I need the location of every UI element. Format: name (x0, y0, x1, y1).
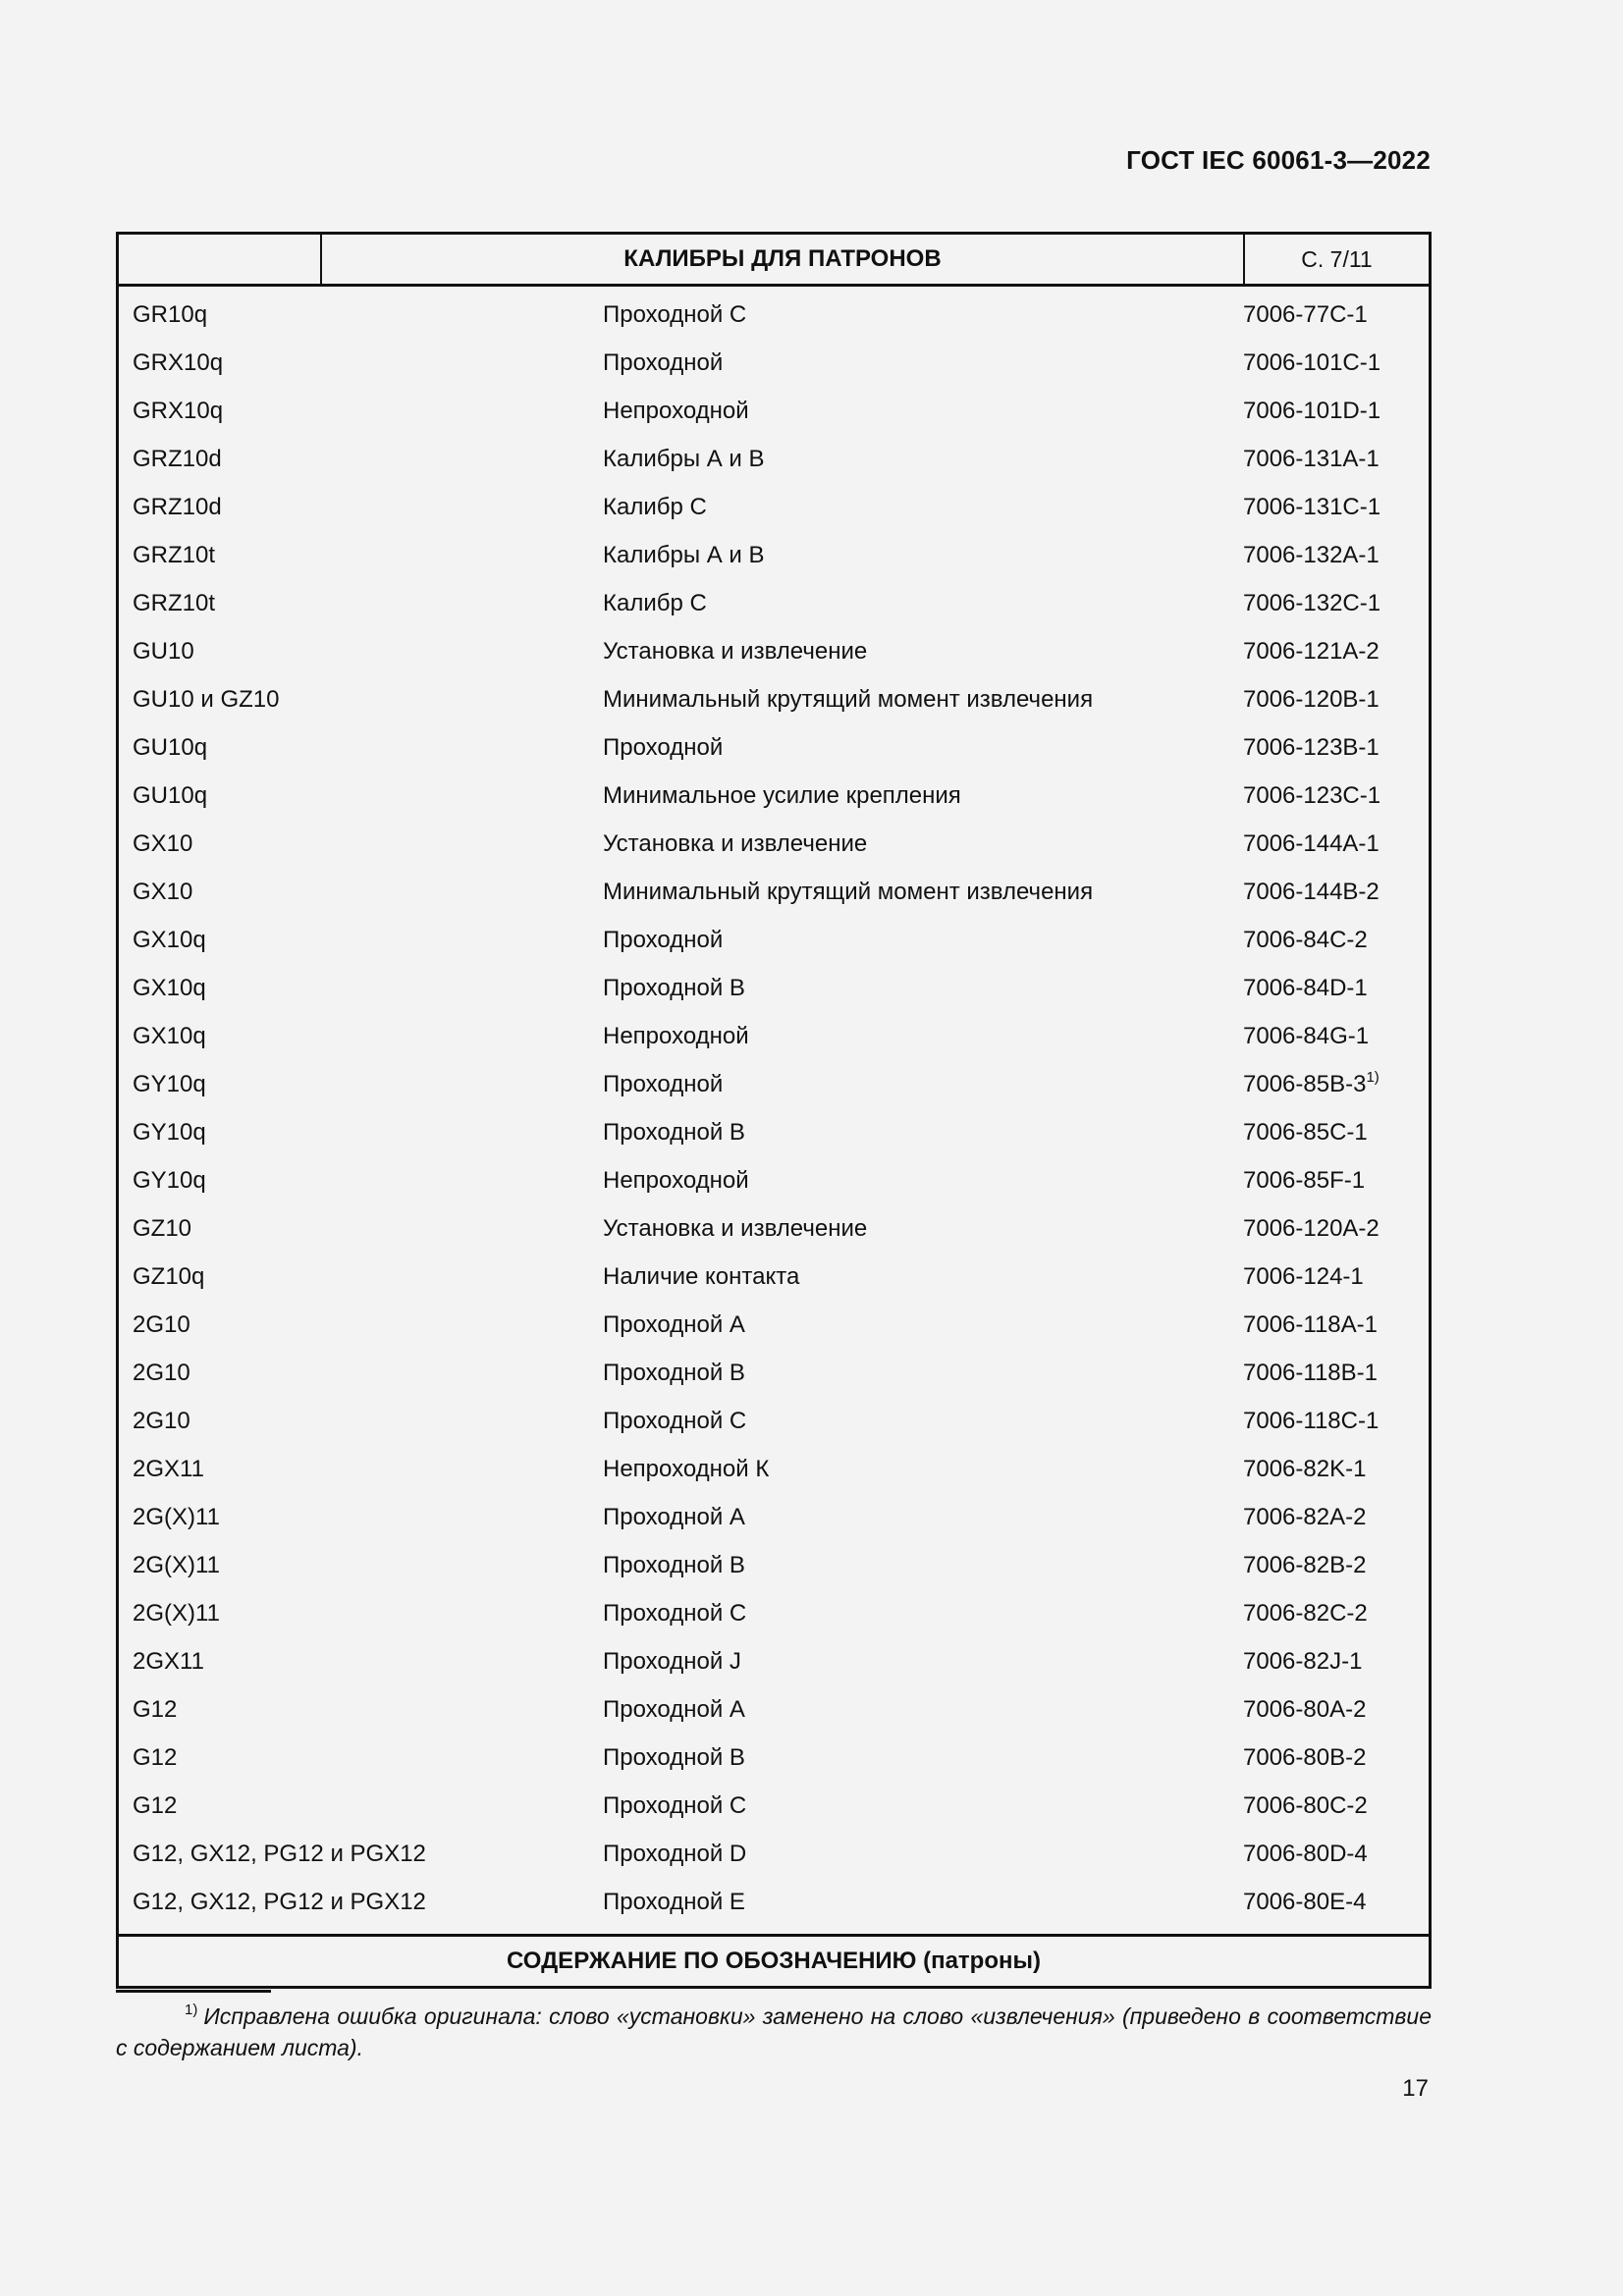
gauge-name-cell: Проходной А (603, 1503, 745, 1530)
cap-designation-cell: 2G10 (133, 1359, 190, 1386)
cap-designation-cell: GX10q (133, 926, 206, 953)
sheet-code-cell (1243, 1215, 1429, 1243)
table-row (119, 1108, 1429, 1156)
table-row (119, 435, 1429, 483)
sheet-code: 7006-131C-1 (1243, 493, 1381, 520)
sheet-code: 7006-118B-1 (1243, 1359, 1378, 1386)
sheet-code-cell (1243, 1408, 1429, 1435)
sheet-code-cell (1243, 1311, 1429, 1339)
sheet-code-cell (1243, 927, 1429, 954)
page-number: 17 (1402, 2075, 1429, 2102)
cap-designation-cell: GX10 (133, 829, 193, 857)
cap-designation-cell: 2GX11 (133, 1455, 204, 1482)
cap-designation-cell: GZ10q (133, 1262, 205, 1290)
gauge-name-cell: Минимальный крутящий момент извлечения (603, 685, 1094, 713)
sheet-code-cell (1243, 1648, 1429, 1676)
sheet-code: 7006-77C-1 (1243, 300, 1368, 328)
table-row (119, 1493, 1429, 1541)
table-row (119, 1589, 1429, 1637)
footnote-reference: 1) (1366, 1068, 1380, 1086)
sheet-code: 7006-85C-1 (1243, 1118, 1368, 1146)
gauge-name-cell: Проходной А (603, 1310, 745, 1338)
sheet-code-cell (1243, 301, 1429, 329)
cap-designation-cell: GRZ10d (133, 493, 222, 520)
sheet-code: 7006-84C-2 (1243, 926, 1368, 953)
table-row (119, 868, 1429, 916)
footnote-text: Исправлена ошибка оригинала: слово «установки» заменено на слово «извлечения» (приведено в соответствие с содержанием листа). (116, 2003, 1432, 2060)
table-row (119, 916, 1429, 964)
cap-designation-cell: 2G10 (133, 1407, 190, 1434)
footnote (116, 2001, 1432, 2063)
cap-designation-cell: GY10q (133, 1070, 206, 1097)
sheet-code-cell (1243, 975, 1429, 1002)
gauges-table (116, 232, 1432, 1989)
cap-designation-cell: 2G(X)11 (133, 1551, 220, 1578)
cap-designation-cell: G12, GX12, PG12 и PGX12 (133, 1888, 426, 1915)
cap-designation-cell: G12 (133, 1743, 178, 1771)
gauge-name-cell: Непроходной (603, 1022, 749, 1049)
gauge-name-cell: Проходной D (603, 1840, 747, 1867)
sheet-code: 7006-80B-2 (1243, 1743, 1367, 1771)
sheet-code-cell (1243, 1841, 1429, 1868)
cap-designation-cell: GZ10 (133, 1214, 192, 1242)
sheet-code: 7006-120A-2 (1243, 1214, 1380, 1242)
gauge-name-cell: Проходной С (603, 1791, 747, 1819)
table-row (119, 387, 1429, 435)
cap-designation-cell: 2G(X)11 (133, 1599, 220, 1627)
table-row (119, 1253, 1429, 1301)
table-row (119, 1156, 1429, 1204)
sheet-code-cell (1243, 1744, 1429, 1772)
sheet-code: 7006-101C-1 (1243, 348, 1381, 376)
cap-designation-cell: GX10q (133, 974, 206, 1001)
table-row (119, 579, 1429, 627)
sheet-code-cell (1243, 1167, 1429, 1195)
cap-designation-cell: GU10 и GZ10 (133, 685, 280, 713)
gauge-name-cell: Проходной В (603, 1743, 745, 1771)
cap-designation-cell: G12, GX12, PG12 и PGX12 (133, 1840, 426, 1867)
gauge-name-cell: Установка и извлечение (603, 637, 868, 665)
table-row (119, 675, 1429, 723)
table-row (119, 483, 1429, 531)
sheet-code: 7006-80C-2 (1243, 1791, 1368, 1819)
sheet-code-cell (1243, 1792, 1429, 1820)
gauge-name-cell: Проходной J (603, 1647, 741, 1675)
sheet-code-cell (1243, 1889, 1429, 1916)
sheet-code-cell (1243, 1263, 1429, 1291)
sheet-code: 7006-82J-1 (1243, 1647, 1363, 1675)
sheet-code-cell (1243, 1456, 1429, 1483)
table-header (119, 235, 1429, 287)
sheet-code: 7006-124-1 (1243, 1262, 1364, 1290)
gauge-name-cell: Проходной (603, 1070, 724, 1097)
table-row (119, 820, 1429, 868)
sheet-code-cell (1243, 1360, 1429, 1387)
sheet-code: 7006-84D-1 (1243, 974, 1368, 1001)
cap-designation-cell: GX10q (133, 1022, 206, 1049)
gauge-name-cell: Проходной С (603, 1407, 747, 1434)
sheet-code: 7006-132C-1 (1243, 589, 1381, 616)
sheet-code: 7006-82B-2 (1243, 1551, 1367, 1578)
gauge-name-cell: Проходной Е (603, 1888, 745, 1915)
cap-designation-cell: 2GX11 (133, 1647, 204, 1675)
gauge-name-cell: Минимальное усилие крепления (603, 781, 961, 809)
cap-designation-cell: GRZ10d (133, 445, 222, 472)
gauge-name-cell: Непроходной К (603, 1455, 770, 1482)
footnote-divider (116, 1990, 271, 1993)
cap-designation-cell: GRX10q (133, 348, 224, 376)
sheet-code-cell (1243, 349, 1429, 377)
gauge-name-cell: Проходной В (603, 1359, 745, 1386)
table-row (119, 1878, 1429, 1926)
cap-designation-cell: GR10q (133, 300, 208, 328)
sheet-code: 7006-80A-2 (1243, 1695, 1367, 1723)
cap-designation-cell: GY10q (133, 1166, 206, 1194)
table-row (119, 1541, 1429, 1589)
table-row (119, 1782, 1429, 1830)
sheet-code-cell (1243, 734, 1429, 762)
sheet-code-cell (1243, 830, 1429, 858)
sheet-code-cell (1243, 1068, 1429, 1098)
cap-designation-cell: 2G(X)11 (133, 1503, 220, 1530)
gauge-name-cell: Минимальный крутящий момент извлечения (603, 878, 1094, 905)
gauge-name-cell: Калибр С (603, 589, 707, 616)
sheet-code: 7006-101D-1 (1243, 397, 1381, 424)
table-row (119, 1445, 1429, 1493)
gauge-name-cell: Проходной (603, 348, 724, 376)
gauge-name-cell: Калибры А и В (603, 445, 765, 472)
cap-designation-cell: GRZ10t (133, 541, 216, 568)
sheet-code: 7006-80D-4 (1243, 1840, 1368, 1867)
cap-designation-cell: GRZ10t (133, 589, 216, 616)
table-row (119, 531, 1429, 579)
sheet-code: 7006-85F-1 (1243, 1166, 1366, 1194)
sheet-code-cell (1243, 1552, 1429, 1579)
sheet-code-cell (1243, 590, 1429, 617)
gauge-name-cell: Проходной (603, 926, 724, 953)
sheet-code: 7006-123B-1 (1243, 733, 1380, 761)
table-row (119, 291, 1429, 339)
sheet-code-cell (1243, 542, 1429, 569)
gauge-name-cell: Установка и извлечение (603, 1214, 868, 1242)
gauge-name-cell: Проходной С (603, 1599, 747, 1627)
table-row (119, 772, 1429, 820)
cap-designation-cell: GRX10q (133, 397, 224, 424)
cap-designation-cell: GY10q (133, 1118, 206, 1146)
sheet-code: 7006-85B-3 (1243, 1070, 1367, 1097)
sheet-code: 7006-82A-2 (1243, 1503, 1367, 1530)
cap-designation-cell: 2G10 (133, 1310, 190, 1338)
sheet-code-cell (1243, 446, 1429, 473)
table-row (119, 1349, 1429, 1397)
cap-designation-cell: GX10 (133, 878, 193, 905)
gauge-name-cell: Проходной В (603, 1551, 745, 1578)
sheet-code-cell (1243, 1119, 1429, 1147)
gauge-name-cell: Проходной (603, 733, 724, 761)
table-row (119, 723, 1429, 772)
gauge-name-cell: Проходной C (603, 300, 747, 328)
gauge-name-cell: Непроходной (603, 1166, 749, 1194)
document-code: ГОСТ IEC 60061-3—2022 (1126, 145, 1431, 175)
sheet-code-cell (1243, 638, 1429, 666)
sheet-code-cell (1243, 1600, 1429, 1628)
table-row (119, 1060, 1429, 1108)
footnote-mark: 1) (185, 2002, 198, 2018)
sheet-code-cell (1243, 1504, 1429, 1531)
table-footer: СОДЕРЖАНИЕ ПО ОБОЗНАЧЕНИЮ (патроны) (119, 1934, 1429, 1986)
header-blank-cell (119, 235, 322, 284)
gauge-name-cell: Проходной В (603, 974, 745, 1001)
gauge-name-cell: Проходной В (603, 1118, 745, 1146)
sheet-code-cell (1243, 879, 1429, 906)
table-row (119, 1830, 1429, 1878)
sheet-code: 7006-144A-1 (1243, 829, 1380, 857)
sheet-code-cell (1243, 686, 1429, 714)
table-row (119, 1204, 1429, 1253)
sheet-code: 7006-118C-1 (1243, 1407, 1380, 1434)
cap-designation-cell: G12 (133, 1695, 178, 1723)
sheet-code: 7006-80E-4 (1243, 1888, 1367, 1915)
sheet-code: 7006-144B-2 (1243, 878, 1380, 905)
table-title: КАЛИБРЫ ДЛЯ ПАТРОНОВ (322, 235, 1245, 284)
sheet-code: 7006-120B-1 (1243, 685, 1380, 713)
table-row (119, 964, 1429, 1012)
cap-designation-cell: G12 (133, 1791, 178, 1819)
table-row (119, 627, 1429, 675)
table-row (119, 1685, 1429, 1734)
sheet-code: 7006-123C-1 (1243, 781, 1381, 809)
cap-designation-cell: GU10q (133, 733, 208, 761)
sheet-code: 7006-132A-1 (1243, 541, 1380, 568)
sheet-code-cell (1243, 398, 1429, 425)
sheet-code: 7006-84G-1 (1243, 1022, 1370, 1049)
gauge-name-cell: Непроходной (603, 397, 749, 424)
table-row (119, 1637, 1429, 1685)
sheet-code: 7006-82C-2 (1243, 1599, 1368, 1627)
cap-designation-cell: GU10 (133, 637, 194, 665)
table-row (119, 1301, 1429, 1349)
table-row (119, 1734, 1429, 1782)
sheet-code: 7006-131A-1 (1243, 445, 1380, 472)
gauge-name-cell: Наличие контакта (603, 1262, 800, 1290)
sheet-reference: С. 7/11 (1301, 245, 1373, 272)
sheet-code-cell (1243, 1696, 1429, 1724)
sheet-code: 7006-82K-1 (1243, 1455, 1367, 1482)
sheet-code-cell (1243, 782, 1429, 810)
sheet-code-cell (1243, 494, 1429, 521)
table-body (119, 287, 1429, 1934)
cap-designation-cell: GU10q (133, 781, 208, 809)
table-row (119, 1397, 1429, 1445)
gauge-name-cell: Установка и извлечение (603, 829, 868, 857)
sheet-code: 7006-121A-2 (1243, 637, 1380, 665)
gauge-name-cell: Проходной А (603, 1695, 745, 1723)
table-row (119, 1012, 1429, 1060)
gauge-name-cell: Калибр С (603, 493, 707, 520)
sheet-code: 7006-118A-1 (1243, 1310, 1378, 1338)
sheet-code-cell (1243, 1023, 1429, 1050)
table-row (119, 339, 1429, 387)
gauge-name-cell: Калибры А и В (603, 541, 765, 568)
